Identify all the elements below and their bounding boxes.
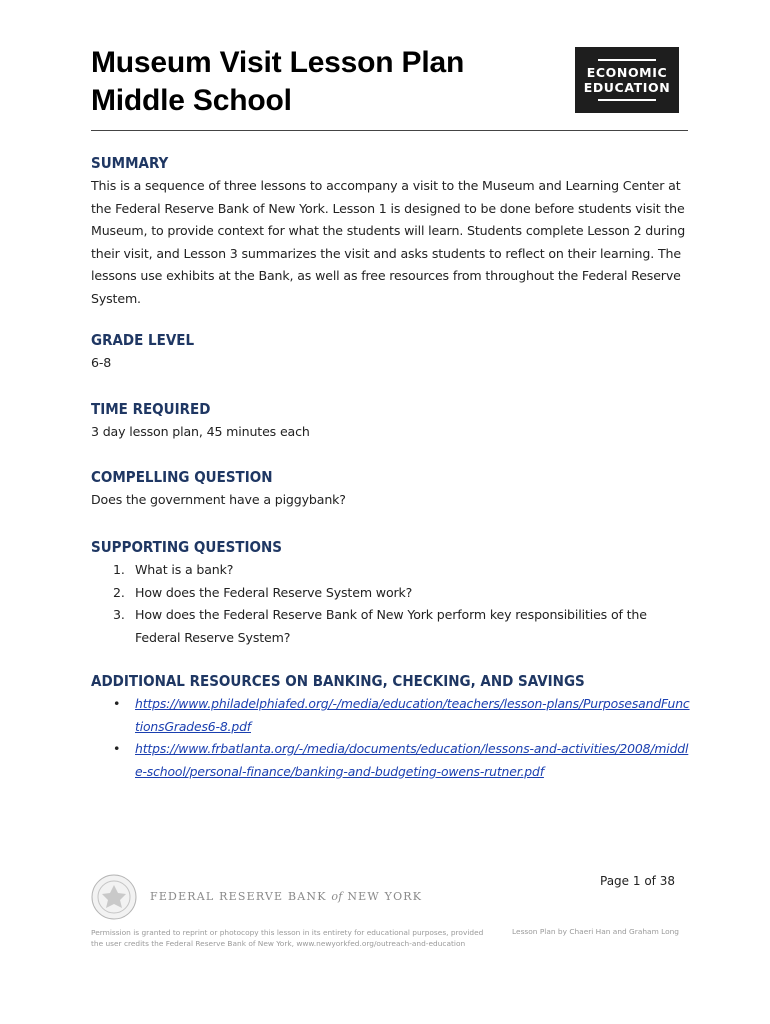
bullet-icon: • <box>113 741 121 756</box>
grade-level-heading: GRADE LEVEL <box>91 331 195 349</box>
page-title <box>91 44 464 120</box>
title-line-2: Middle School <box>91 84 292 117</box>
frbatlanta-link[interactable]: https://www.frbatlanta.org/-/media/documents/education/lessons-and-activities/2008/middle-school/personal-finance/banking-and-budgeting-owens-rutner.pdf <box>135 741 689 779</box>
compelling-question-heading: COMPELLING QUESTION <box>91 468 273 486</box>
bank-name: FEDERAL RESERVE BANK of NEW YORK <box>150 890 423 903</box>
page-number: Page 1 of 38 <box>600 874 675 888</box>
bullet-icon: • <box>113 696 121 711</box>
additional-resources-heading: ADDITIONAL RESOURCES ON BANKING, CHECKING, AND SAVINGS <box>91 672 585 690</box>
lesson-credit: Lesson Plan by Chaeri Han and Graham Long <box>512 927 679 936</box>
federal-reserve-seal-icon <box>91 874 137 920</box>
title-line-1: Museum Visit Lesson Plan <box>91 46 465 79</box>
supporting-questions-list <box>91 559 691 649</box>
summary-section <box>91 153 691 310</box>
philadelphiafed-link[interactable]: https://www.philadelphiafed.org/-/media/education/teachers/lesson-plans/PurposesandFunctionsGrades6-8.pdf <box>135 696 690 734</box>
summary-heading: SUMMARY <box>91 154 169 172</box>
header-divider <box>91 130 688 131</box>
supporting-questions-heading: SUPPORTING QUESTIONS <box>91 538 283 556</box>
resource-links-list <box>91 693 691 783</box>
supporting-questions-section <box>91 537 691 649</box>
logo-line-1: ECONOMIC <box>586 65 668 80</box>
list-item: 3. How does the Federal Reserve Bank of New York perform key responsibilities of the Federal Reserve System? <box>113 607 647 645</box>
list-item <box>91 738 691 783</box>
economic-education-logo <box>575 47 679 113</box>
list-item: 2. How does the Federal Reserve System work? <box>113 584 413 600</box>
time-required-section <box>91 399 691 444</box>
compelling-question-text: Does the government have a piggybank? <box>91 492 346 507</box>
time-required-heading: TIME REQUIRED <box>91 400 211 418</box>
grade-level-section <box>91 330 691 375</box>
grade-level-text: 6-8 <box>91 355 112 370</box>
logo-line-2: EDUCATION <box>583 80 671 95</box>
summary-text: This is a sequence of three lessons to accompany a visit to the Museum and Learning Center at the Federal Reserve Bank of New York. Lesson 1 is designed to be done before students visit the Museum, to provide context for what the students will learn. Students complete Lesson 2 during their visit, and Lesson 3 summarizes the visit and asks students to reflect on their learning. The lessons use exhibits at the Bank, as well as free resources from throughout the Federal Reserve System. <box>91 178 686 306</box>
logo-top-bar <box>598 59 656 61</box>
compelling-question-section <box>91 467 691 512</box>
logo-bottom-bar <box>598 99 656 101</box>
list-item: 1. What is a bank? <box>113 562 234 577</box>
permission-notice: Permission is granted to reprint or photocopy this lesson in its entirety for educational purposes, provided the user credits the Federal Reserve Bank of New York, www.newyorkfed.org/outreach-and-education <box>91 928 484 948</box>
list-item <box>91 693 691 738</box>
additional-resources-section <box>91 671 691 783</box>
time-required-text: 3 day lesson plan, 45 minutes each <box>91 424 310 439</box>
